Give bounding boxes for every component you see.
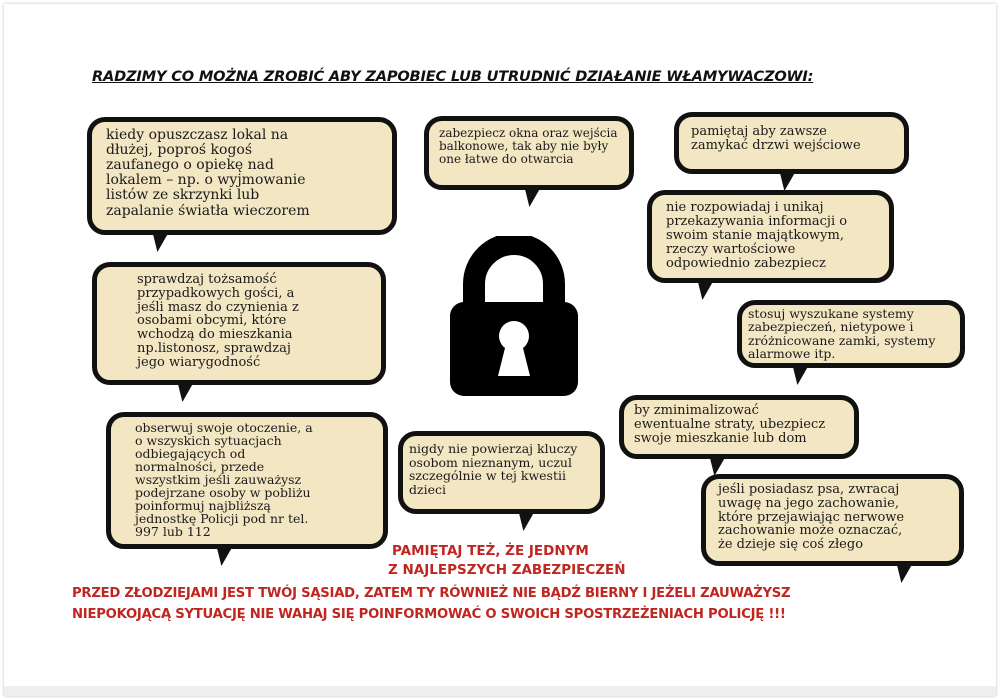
tip-bubble-verify-guests: [92, 262, 386, 385]
tip-bubble-dog: [701, 474, 964, 566]
tip-text: nie rozpowiadaj i unikaj przekazywania informacji o swoim stanie majątkowym, rzeczy wartościowe odpowiednio zabezpiecz: [666, 200, 848, 272]
tip-text: by zminimalizować ewentualne straty, ubezpiecz swoje mieszkanie lub dom: [634, 403, 826, 447]
tip-bubble-windows: [424, 116, 634, 190]
warning-line-1: PAMIĘTAJ TEŻ, ŻE JEDNYM: [392, 543, 589, 559]
tip-bubble-lock-door: [674, 112, 909, 174]
warning-line-4: NIEPOKOJĄCĄ SYTUACJĘ NIE WAHAJ SIĘ POINFORMOWAĆ O SWOICH SPOSTRZEŻENIACH POLICJĘ !!!: [72, 607, 786, 622]
tip-bubble-observe: [106, 412, 388, 549]
tip-text: sprawdzaj tożsamość przypadkowych gości, a jeśli masz do czynienia z osobami obcymi, które wchodzą do mieszkania np.listonosz, sprawdzaj jego wiarygodność: [137, 272, 299, 370]
tip-bubble-keys: [398, 431, 605, 514]
tip-text: nigdy nie powierzaj kluczy osobom nieznanym, uczul szczególnie w tej kwestii dzieci: [409, 441, 578, 497]
tip-bubble-house-sitter: [87, 117, 397, 235]
warning-line-3: PRZED ZŁODZIEJAMI JEST TWÓJ SĄSIAD, ZATEM TY RÓWNIEŻ NIE BĄDŹ BIERNY I JEŻELI ZAUWAŻYSZ: [72, 586, 791, 601]
tip-text: zabezpiecz okna oraz wejścia balkonowe, tak aby nie były one łatwe do otwarcia: [439, 126, 618, 166]
tip-bubble-security-systems: [737, 300, 965, 368]
tip-text: kiedy opuszczasz lokal na dłużej, poproś kogoś zaufanego o opiekę nad lokalem – np. o wyjmowanie listów ze skrzynki lub zapalanie światła wieczorem: [106, 127, 310, 219]
tip-text: jeśli posiadasz psa, zwracaj uwagę na jego zachowanie, które przejawiając nerwowe zachowanie może oznaczać, że dzieje się coś złego: [718, 482, 905, 553]
tip-bubble-insurance: [619, 395, 859, 459]
poster-title: RADZIMY CO MOŻNA ZROBIĆ ABY ZAPOBIEC LUB UTRUDNIĆ DZIAŁANIE WŁAMYWACZOWI:: [92, 68, 814, 85]
tip-text: obserwuj swoje otoczenie, a o wszyskich sytuacjach odbiegających od normalności, przede wszystkim jeśli zauważysz podejrzane osoby w pobliżu poinformuj najbliższą jednostkę Policji pod nr tel. 997 lub 112: [135, 420, 313, 539]
warning-line-2: Z NAJLEPSZYCH ZABEZPIECZEŃ: [388, 562, 626, 578]
poster-sheet: [4, 4, 996, 696]
tip-bubble-privacy: [647, 190, 894, 283]
tip-text: stosuj wyszukane systemy zabezpieczeń, nietypowe i zróżnicowane zamki, systemy alarmowe itp.: [748, 306, 936, 361]
tip-text: pamiętaj aby zawsze zamykać drzwi wejściowe: [691, 124, 861, 154]
padlock-icon: [444, 236, 584, 396]
